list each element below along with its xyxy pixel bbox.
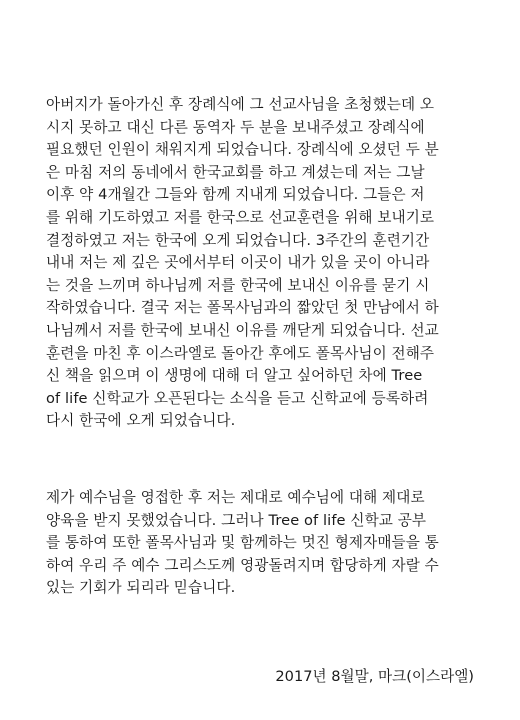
paragraph-1 xyxy=(46,94,439,433)
text-line: 는 것을 느끼며 하나님께 저를 한국에 보내신 이유를 묻기 시 xyxy=(46,276,430,294)
text-line: 다시 한국에 오게 되었습니다. xyxy=(46,412,236,430)
text-line: 를 위해 기도하였고 저를 한국으로 선교훈련을 위해 보내기로 xyxy=(46,208,435,226)
signature-line: 2017년 8월말, 마크(이스라엘) xyxy=(275,668,474,685)
text-line: 작하였습니다. 결국 저는 폴목사님과의 짧았던 첫 만남에서 하 xyxy=(46,299,439,317)
text-line: 를 통하여 또한 폴목사님과 및 함께하는 멋진 형제자매들을 통 xyxy=(46,534,439,552)
text-line: 신 책을 읽으며 이 생명에 대해 더 알고 싶어하던 차에 Tree xyxy=(46,367,423,385)
text-line: 양육을 받지 못했었습니다. 그러나 Tree of life 신학교 공부 xyxy=(46,511,427,529)
text-line: 이후 약 4개월간 그들와 함께 지내게 되었습니다. 그들은 저 xyxy=(46,186,425,204)
text-line: 내내 저는 제 깊은 곳에서부터 이곳이 내가 있을 곳이 아니라 xyxy=(46,254,430,272)
text-line: 나님께서 저를 한국에 보내신 이유를 깨닫게 되었습니다. 선교 xyxy=(46,321,439,339)
text-line: 아버지가 돌아가신 후 장례식에 그 선교사님을 초청했는데 오 xyxy=(46,96,435,113)
text-line: 하여 우리 주 예수 그리스도께 영광돌려지며 합당하게 자랄 수 xyxy=(46,556,439,574)
text-line: 있는 기회가 되리라 믿습니다. xyxy=(46,579,236,597)
text-line: 필요했던 인원이 채워지게 되었습니다. 장례식에 오셨던 두 분 xyxy=(46,141,439,159)
text-line: 결정하였고 저는 한국에 오게 되었습니다. 3주간의 훈련기간 xyxy=(46,231,430,249)
text-line: 제가 예수님을 영접한 후 저는 제대로 예수님에 대해 제대로 xyxy=(46,489,425,506)
text-line: of life 신학교가 오픈된다는 소식을 듣고 신학교에 등록하려 xyxy=(46,389,429,407)
text-line: 은 마침 저의 동네에서 한국교회를 하고 계셨는데 저는 그날 xyxy=(46,163,425,181)
text-line: 훈련을 마친 후 이스라엘로 돌아간 후에도 폴목사님이 전해주 xyxy=(46,344,435,362)
paragraph-2 xyxy=(46,487,439,600)
text-line: 시지 못하고 대신 다른 동역자 두 분을 보내주셨고 장례식에 xyxy=(46,118,425,136)
